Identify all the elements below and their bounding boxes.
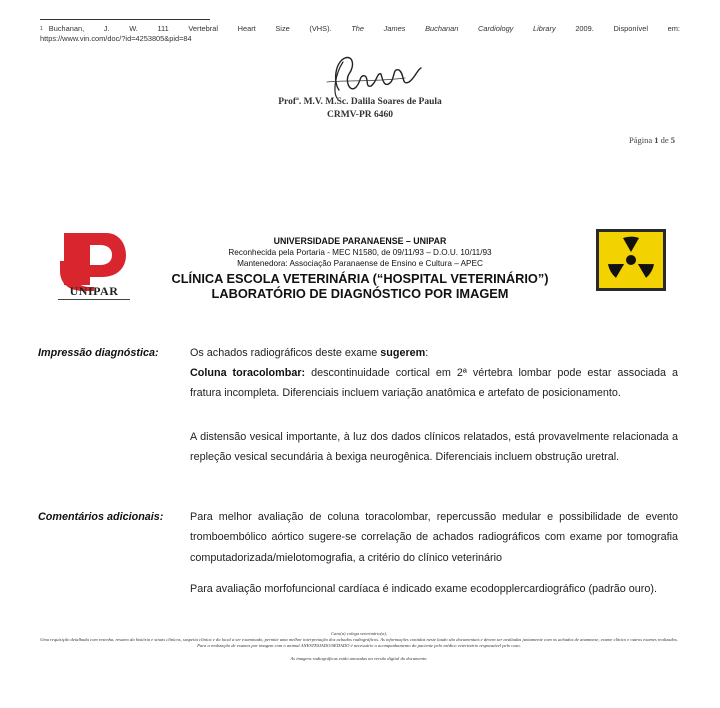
- diagnosis-label: Impressão diagnóstica:: [38, 347, 159, 359]
- diagnosis-intro-bold: sugerem: [380, 347, 426, 359]
- page-total: 5: [670, 135, 675, 145]
- diagnosis-paragraph-1: [190, 363, 678, 404]
- diagnosis-paragraph-2: A distensão vesical importante, à luz dos dados clínicos relatados, está provavelmente relacionada a repleção vesical secundária à bexiga neurogênica. Diferenciais incluem obstrução uretral.: [190, 431, 678, 464]
- radiation-icon: [596, 229, 666, 291]
- comments-paragraph-1: Para melhor avaliação de coluna toracolombar, repercussão medular e possibilidade de evento tromboembólico aórtico sugere-se correlação de achados radiográficos com exame por tomografia computadorizada/mielotomografia, a critério do clínico veterinário: [190, 511, 678, 564]
- maintainer-line: Mantenedora: Associação Paranaense de Ensino e Cultura – APEC: [237, 259, 483, 268]
- footer-images-note: As imagens radiográficas estão anexadas na versão digital do documento.: [290, 656, 428, 661]
- university-name: UNIVERSIDADE PARANAENSE – UNIPAR: [273, 236, 447, 246]
- signer-crmv: CRMV-PR 6460: [326, 110, 394, 120]
- footnote-url[interactable]: https://www.vin.com/doc/?id=4253805&pid=84: [40, 34, 192, 43]
- diagnosis-intro-text: Os achados radiográficos deste exame: [190, 347, 381, 359]
- lab-title: LABORATÓRIO DE DIAGNÓSTICO POR IMAGEM: [211, 286, 509, 301]
- diagnosis-intro-end: :: [425, 347, 429, 359]
- clinic-title: CLÍNICA ESCOLA VETERINÁRIA (“HOSPITAL VETERINÁRIO”): [171, 271, 549, 286]
- footnote-rule: [40, 19, 210, 20]
- footnote: [40, 24, 680, 34]
- footer-body: Uma requisição detalhada com resenha, resumo da história e sinais clínicos, suspeita clínica e do local a ser examinado, permite uma melhor interpretação dos achados radiográficos. As informações contidas neste laudo são documentais e devem ser avaliadas juntamente com os achados de anamnese, exame clínico e outros exames realizados. Para a realização de exames por imagem com o animal ANESTESIADO/SEDADO é necessário o acompanhamento do paciente pelo médico veterinário responsável pelo caso.: [40, 637, 678, 649]
- comments-label: Comentários adicionais:: [38, 511, 164, 523]
- footnote-text-after: 2009. Disponível em:: [575, 24, 680, 33]
- footnote-marker: 1: [40, 26, 43, 32]
- recognition-line: Reconhecida pela Portaria - MEC N1580, de 09/11/93 – D.O.U. 10/11/93: [228, 248, 492, 257]
- handwritten-signature: [305, 52, 425, 100]
- page-current: 1: [654, 135, 659, 145]
- page-prefix: Página: [628, 135, 653, 145]
- diagnosis-p1-bold: Coluna toracolombar:: [190, 367, 306, 379]
- comments-paragraph-2: Para avaliação morfofuncional cardíaca é indicado exame ecodopplercardiográfico (padrão ouro).: [190, 583, 657, 595]
- diagnosis-p1-text: descontinuidade cortical em 2ª vértebra lombar pode estar associada a fratura incompleta. Diferenciais incluem variação anatômica e artefato de posicionamento.: [190, 367, 678, 400]
- footnote-text-italic: The James Buchanan Cardiology Library: [351, 24, 556, 33]
- unipar-logo-text: UNIPAR: [58, 284, 130, 300]
- footer-greeting: Caro(a) colega veterinário(a),: [330, 631, 388, 636]
- signer-name: Profª. M.V. M.Sc. Dalila Soares de Paula: [278, 97, 442, 107]
- diagnosis-intro: [190, 343, 678, 363]
- footnote-text-before: Buchanan, J. W. 111 Vertebral Heart Size (VHS).: [48, 24, 332, 33]
- page-sep: de: [660, 135, 669, 145]
- page-number: [629, 135, 675, 145]
